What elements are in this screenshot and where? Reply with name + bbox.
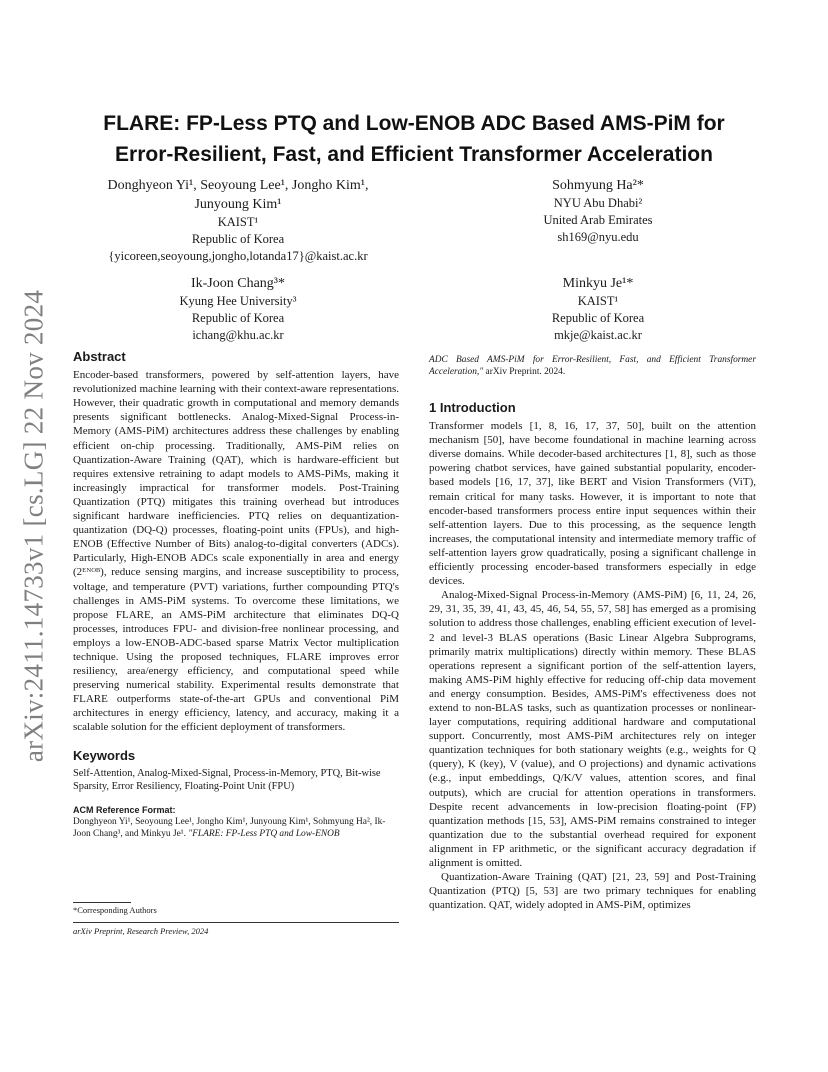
author-names-line-1: Donghyeon Yi¹, Seoyoung Lee¹, Jongho Kim¹,: [107, 178, 369, 193]
author-affiliation: NYU Abu Dhabi²: [553, 196, 643, 210]
author-country: Republic of Korea: [191, 232, 285, 246]
intro-paragraph-1: Transformer models [1, 8, 16, 17, 37, 50], built on the attention mechanism [50], have become foundational in machine learning across diverse domains. While decoder-based architectures [1, 8], such as those powering chatbot services, have gained substantial popularity, encoder-based models [16, 17, 37], like BERT and Vision Transformers (ViT), remain critical for many tasks. However, it is important to note that encoder-based transformers process entire input sequences within their self-attention layers. Due to this processing, as the sequence length increases, the computational intensity and intermediate memory traffic of self-attention layers grow quadratically, posing a significant challenge in efficiently processing encoder-based transformers especially in edge devices.: [429, 420, 756, 588]
author-country: Republic of Korea: [191, 311, 285, 325]
author-group-3: [72, 274, 404, 344]
intro-paragraph-3: Quantization-Aware Training (QAT) [21, 23, 59] and Post-Training Quantization (PTQ) [5, 53] are two primary techniques for enabling quantization. QAT, widely adopted in AMS-PiM, optimizes: [429, 871, 756, 912]
arxiv-sidebar: [10, 286, 58, 766]
author-group-4: [432, 274, 764, 344]
acm-reference-title: "FLARE: FP-Less PTQ and Low-ENOB: [188, 828, 340, 839]
paper-title: [60, 108, 768, 170]
author-affiliation: KAIST¹: [217, 215, 259, 229]
author-email: ichang@khu.ac.kr: [192, 328, 284, 342]
keywords-heading: Keywords: [73, 747, 136, 763]
footnote-text: *Corresponding Authors: [73, 905, 157, 915]
acm-reference-authors: Donghyeon Yi¹, Seoyoung Lee¹, Jongho Kim¹, Junyoung Kim¹, Sohmyung Ha², Ik-Joon Chang³, and Minkyu Je¹.: [73, 816, 386, 839]
footer-venue: arXiv Preprint, Research Preview, 2024: [73, 926, 209, 936]
acm-reference-heading: ACM Reference Format:: [73, 804, 176, 815]
abstract-body: Encoder-based transformers, powered by self-attention layers, have revolutionized machine learning with their context-aware representations. However, their quadratic growth in computational and memory demands presents significant bottlenecks. Analog-Mixed-Signal Process-in-Memory (AMS-PiM) architectures address these challenges by enabling efficient on-chip processing. Traditionally, AMS-PiM relies on Quantization-Aware Training (QAT), which is hardware-efficient but requires extensive retraining to adapt models to AMS-PiMs, making it increasingly impractical for transformer models. Post-Training Quantization (PTQ) mitigates this training overhead but introduces significant hardware inefficiencies. PTQ relies on dequantization-quantization (DQ-Q) processes, floating-point units (FPUs), and high-ENOB (Effective Number of Bits) analog-to-digital converters (ADCs). Particularly, High-ENOB ADCs scale exponentially in area and energy (2ᴱᴺᴼᴮ), reduce sensing margins, and increase susceptibility to process, voltage, and temperature (PVT) variations, further compounding PTQ's challenges in AMS-PiM systems. To overcome these limitations, we propose FLARE, an AMS-PiM architecture that eliminates DQ-Q processes, introduces FPU- and division-free nonlinear processing, and employs a low-ENOB-ADC-based sparse Matrix Vector multiplication technique. Using the proposed techniques, FLARE improves error resiliency, area/energy efficiency, and computational speed while preserving numerical stability. Experimental results demonstrate that FLARE outperforms state-of-the-art GPUs and conventional PiM architectures in energy efficiency, latency, and accuracy, making it a scalable solution for the efficient deployment of transformers.: [73, 369, 399, 734]
footer-rule: [73, 922, 399, 923]
keywords-body: Self-Attention, Analog-Mixed-Signal, Process-in-Memory, PTQ, Bit-wise Sparsity, Error Resiliency, Floating-Point Unit (FPU): [73, 767, 381, 793]
author-name: Ik-Joon Chang³*: [190, 276, 286, 291]
footer: [73, 926, 399, 936]
author-country: Republic of Korea: [551, 311, 645, 325]
author-email: sh169@nyu.edu: [557, 230, 639, 244]
acm-reference-venue: arXiv Preprint. 2024.: [485, 367, 566, 377]
right-column: [429, 354, 756, 912]
author-email: {yicoreen,seoyoung,jongho,lotanda17}@kaist.ac.kr: [108, 249, 368, 263]
acm-reference: [73, 804, 399, 840]
author-name: Sohmyung Ha²*: [552, 178, 644, 193]
author-country: United Arab Emirates: [543, 213, 653, 227]
footnote-rule: [73, 902, 131, 903]
title-line-2: Error-Resilient, Fast, and Efficient Transformer Acceleration: [115, 143, 713, 166]
title-line-1: FLARE: FP-Less PTQ and Low-ENOB ADC Based AMS-PiM for: [103, 112, 725, 135]
left-column: [73, 350, 399, 840]
author-affiliation: Kyung Hee University³: [179, 294, 297, 308]
introduction-heading: 1 Introduction: [429, 400, 516, 415]
intro-paragraph-2: Analog-Mixed-Signal Process-in-Memory (AMS-PiM) [6, 11, 24, 26, 29, 31, 35, 39, 41, 43, 45, 46, 54, 55, 57, 58] has emerged as a promising solution to address those challenges, enabling efficient execution of level-2 and level-3 BLAS operations (Basic Linear Algebra Subprograms, primarily matrix multiplications) directly within memory. These BLAS operations represent a significant portion of the self-attention layers, making AMS-PiM highly effective for reducing off-chip data movement and energy consumption. Besides, AMS-PiM's effectiveness does not extend to non-BLAS tasks, such as quantization processes or nonlinear-layer computations, requiring additional hardware and computational support. Concurrently, most AMS-PiM architectures rely on integer quantization techniques for both stationary weights (e.g., weights for Q (query), K (key), V (value), and O projections) and dynamic activations (e.g., input embeddings, Q/K/V values, attention scores, and final outputs), which are crucial for attention operations in transformers. Despite recent advancements in low-precision floating-point (FP) quantization methods [15, 53], AMS-PiM remains constrained to integer quantization due to the substantial overhead required for exponent alignment in FP arithmetic, or the significant accuracy degradation if alignment is omitted.: [429, 589, 756, 869]
author-email: mkje@kaist.ac.kr: [554, 328, 642, 342]
author-group-2: [432, 176, 764, 246]
acm-reference-continued: [429, 354, 756, 378]
arxiv-identifier: arXiv:2411.14733v1 [cs.LG] 22 Nov 2024: [18, 289, 49, 763]
author-group-1: [72, 176, 404, 265]
acm-reference-continuation: ADC Based AMS-PiM for Error-Resilient, Fast, and Efficient Transformer Acceleration,": [429, 355, 756, 377]
author-affiliation: KAIST¹: [577, 294, 619, 308]
author-name: Minkyu Je¹*: [562, 276, 634, 291]
footnote: [73, 904, 399, 916]
abstract-heading: Abstract: [73, 349, 126, 364]
author-names-line-2: Junyoung Kim¹: [194, 197, 282, 212]
